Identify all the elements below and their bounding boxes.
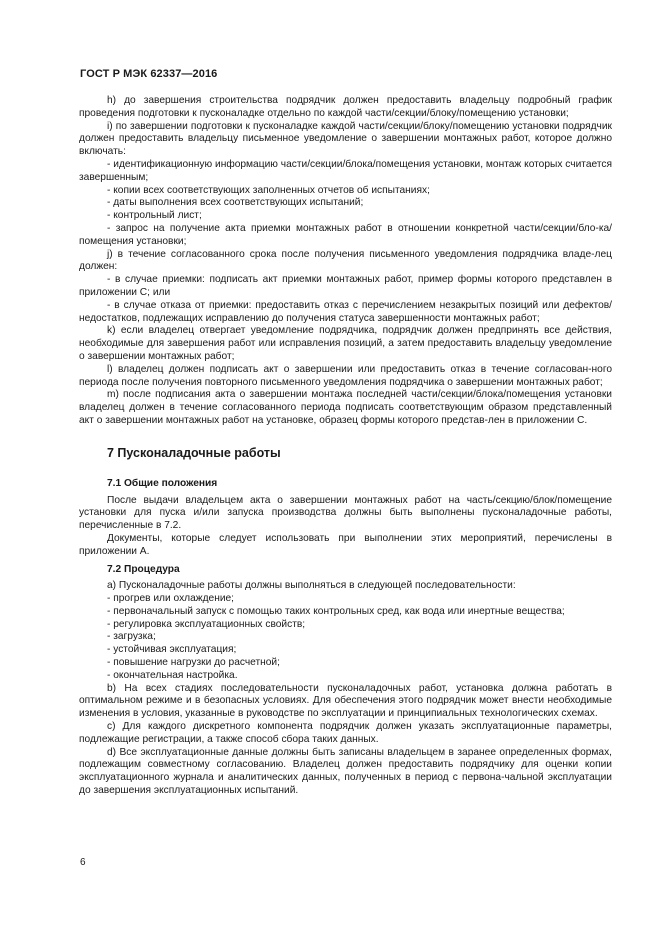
paragraph-d: d) Все эксплуатационные данные должны быть записаны владельцем в заранее определенных формах, подлежащим совместному согласованию. Владелец должен предоставить подрядчику для оценки копии эксплуатационного журнала и аналитических данных, полученных в период с первона-чальной эксплуатации до завершения эксплуатационных испытаний.: [79, 746, 612, 797]
paragraph-a: a) Пусконаладочные работы должны выполняться в следующей последовательности:: [107, 580, 516, 592]
paragraph-i: i) по завершении подготовки к пусконаладке каждой части/секции/блоку/помещению установки подрядчик должен предоставить владельцу письменное уведомление о завершении монтажных работ, которое должно включать:: [79, 120, 612, 158]
page-body: [79, 95, 612, 798]
list-item: - даты выполнения всех соответствующих испытаний;: [107, 197, 364, 209]
list-item: - идентификационную информацию части/секции/блока/помещения установки, монтаж которых считается завершенным;: [79, 158, 612, 183]
list-item: - контрольный лист;: [107, 210, 202, 222]
list-item: - окончательная настройка.: [107, 669, 238, 681]
paragraph: Документы, которые следует использовать при выполнении этих мероприятий, перечислены в приложении А.: [79, 532, 612, 557]
list-item: - загрузка;: [107, 631, 156, 643]
paragraph-k: k) если владелец отвергает уведомление подрядчика, подрядчик должен предпринять все действия, необходимые для завершения работ или исправления позиций, а затем предоставить владельцу уведомление о завершении монтажных работ;: [79, 325, 612, 362]
paragraph-m: m) после подписания акта о завершении монтажа последней части/секции/блока/помещения установки владелец должен в течение согласованного периода подписать соответствующим образом представленный акт о завершении монтажных работ на установке, образец формы которого представ-лен в приложении С.: [79, 389, 612, 426]
list-item: - прогрев или охлаждение;: [107, 593, 235, 605]
top-paragraphs: [79, 95, 612, 428]
list-item: - первоначальный запуск с помощью таких контрольных сред, как вода или инертные вещества;: [107, 605, 565, 617]
paragraph-l: l) владелец должен подписать акт о завершении или предоставить отказ в течение согласован-ного периода после получения повторного письменного уведомления подрядчика о завершении монтажных работ;: [79, 363, 612, 388]
paragraph-j: j) в течение согласованного срока после получения письменного уведомления подрядчика владе-лец должен:: [79, 248, 612, 273]
subsection-7-2-heading: 7.2 Процедура: [107, 563, 180, 575]
list-item: - устойчивая эксплуатация;: [107, 644, 237, 656]
list-item: - регулировка эксплуатационных свойств;: [107, 618, 306, 630]
paragraph-c: c) Для каждого дискретного компонента подрядчик должен указать эксплуатационные параметры, подлежащие регистрации, а также способ сбора таких данных.: [79, 721, 612, 745]
list-item: - запрос на получение акта приемки монтажных работ в отношении конкретной части/секции/бло-ка/помещения установки;: [79, 222, 612, 247]
subsection-7-1-heading: 7.1 Общие положения: [107, 477, 218, 489]
paragraph: После выдачи владельцем акта о завершении монтажных работ на часть/секцию/блок/помещение установки для пуска и/или запуска производства должны быть выполнены пусконаладочные работы, перечисленные в 7.2.: [79, 494, 612, 532]
list-item: - в случае приемки: подписать акт приемки монтажных работ, пример формы которого представлен в приложении С; или: [79, 274, 612, 298]
list-item: - повышение нагрузки до расчетной;: [107, 657, 280, 669]
paragraph-h: h) до завершения строительства подрядчик должен предоставить владельцу подробный график проведения подготовки к пусконаладке отдельно по каждой части/секции/блоку/помещению установки;: [79, 95, 612, 119]
list-item: - в случае отказа от приемки: предоставить отказ с перечислением незакрытых позиций или дефектов/недостатков, подлежащих исправлению до получения статуса завершенности монтажных работ;: [79, 299, 612, 324]
document-header: ГОСТ Р МЭК 62337—2016: [80, 68, 218, 80]
page-number: 6: [80, 857, 86, 868]
paragraph-b: b) На всех стадиях последовательности пусконаладочных работ, установка должна работать в оптимальном режиме и в безопасных условиях. Для обеспечения этого подрядчик может внести необходимые изменения в условия, указанные в руководстве по эксплуатации и принципиальных технологических схемах.: [79, 682, 612, 720]
section-7-heading: 7 Пусконаладочные работы: [107, 445, 281, 460]
list-item: - копии всех соответствующих заполненных отчетов об испытаниях;: [107, 184, 430, 196]
